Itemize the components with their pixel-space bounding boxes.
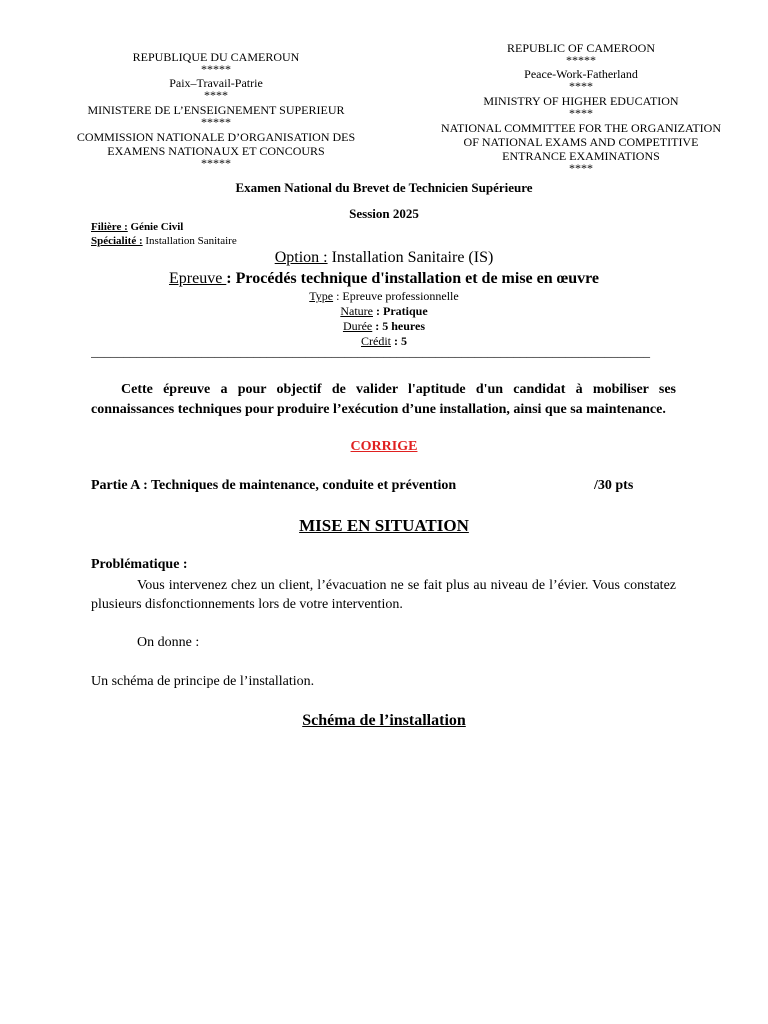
separator-line: ______________________________________________________________________________________ [91,344,650,359]
stars: ***** [566,53,596,67]
stars: **** [569,106,593,120]
country-fr: REPUBLIQUE DU CAMEROUN [132,50,300,64]
country-en: REPUBLIC OF CAMEROON [506,41,656,55]
nature-value: : Pratique [373,304,428,318]
epreuve-label: Epreuve [168,270,227,287]
ministry-en: MINISTRY OF HIGHER EDUCATION [483,94,679,108]
commission-fr: COMMISSION NATIONALE D’ORGANISATION DES EXAMENS NATIONAUX ET CONCOURS [76,130,356,158]
commission-en: NATIONAL COMMITTEE FOR THE ORGANIZATION OF NATIONAL EXAMS AND COMPETITIVE ENTRANCE EXAMINATIONS [441,121,721,163]
schema-title: Schéma de l’installation [302,712,466,729]
partA-title: Partie A : Techniques de maintenance, conduite et prévention [91,478,457,493]
duree-label: Durée [342,319,373,333]
option-value: Installation Sanitaire (IS) [327,249,494,266]
type-value: : Epreuve professionnelle [333,289,459,303]
problematique-text: Vous intervenez chez un client, l’évacuation ne se fait plus au niveau de l’évier. Vous constatez plusieurs disfonctionnements lors de votre intervention. [91,578,676,612]
stars: ***** [201,115,231,129]
credit-label: Crédit [361,334,391,348]
filiere-label: Filière : [91,221,128,233]
exam-session: Session 2025 [349,206,419,221]
type-label: Type [309,289,334,303]
partA-points: /30 pts [594,478,634,493]
stars: **** [569,79,593,93]
schema-intro: Un schéma de principe de l’installation. [91,674,315,689]
stars: **** [569,161,593,175]
specialite-line [91,235,237,247]
stars: ***** [201,156,231,170]
problematique-label: Problématique : [91,557,188,572]
specialite-label: Spécialité : [91,235,143,247]
objective-paragraph: Cette épreuve a pour objectif de valider l'aptitude d'un candidat à mobiliser ses connaissances techniques pour produire l’exécution d’une installation, ainsi que sa maintenance. [91,382,676,417]
on-donne: On donne : [137,635,200,650]
filiere-line [91,221,183,233]
motto-en: Peace-Work-Fatherland [524,67,638,81]
epreuve-value: : Procédés technique d'installation et de mise en œuvre [226,270,600,287]
type-line [0,289,768,304]
option-line [0,249,768,267]
stars: **** [204,88,228,102]
mise-en-situation-heading: MISE EN SITUATION [299,516,469,535]
motto-fr: Paix–Travail-Patrie [169,76,263,90]
header-left [58,50,374,168]
exam-title: Examen National du Brevet de Technicien Supérieure [235,180,533,195]
nature-label: Nature [340,304,373,318]
duree-line [0,319,768,334]
credit-value: : 5 [391,334,407,348]
duree-value: : 5 heures [372,319,426,333]
filiere-value: Génie Civil [127,221,184,233]
nature-line [0,304,768,319]
ministry-fr: MINISTERE DE L’ENSEIGNEMENT SUPERIEUR [87,103,345,117]
stars: ***** [201,62,231,76]
option-label: Option : [274,249,328,266]
specialite-value: Installation Sanitaire [142,235,237,247]
corrige-label: CORRIGE [350,439,418,454]
epreuve-line [0,270,768,288]
header-right [438,41,724,173]
